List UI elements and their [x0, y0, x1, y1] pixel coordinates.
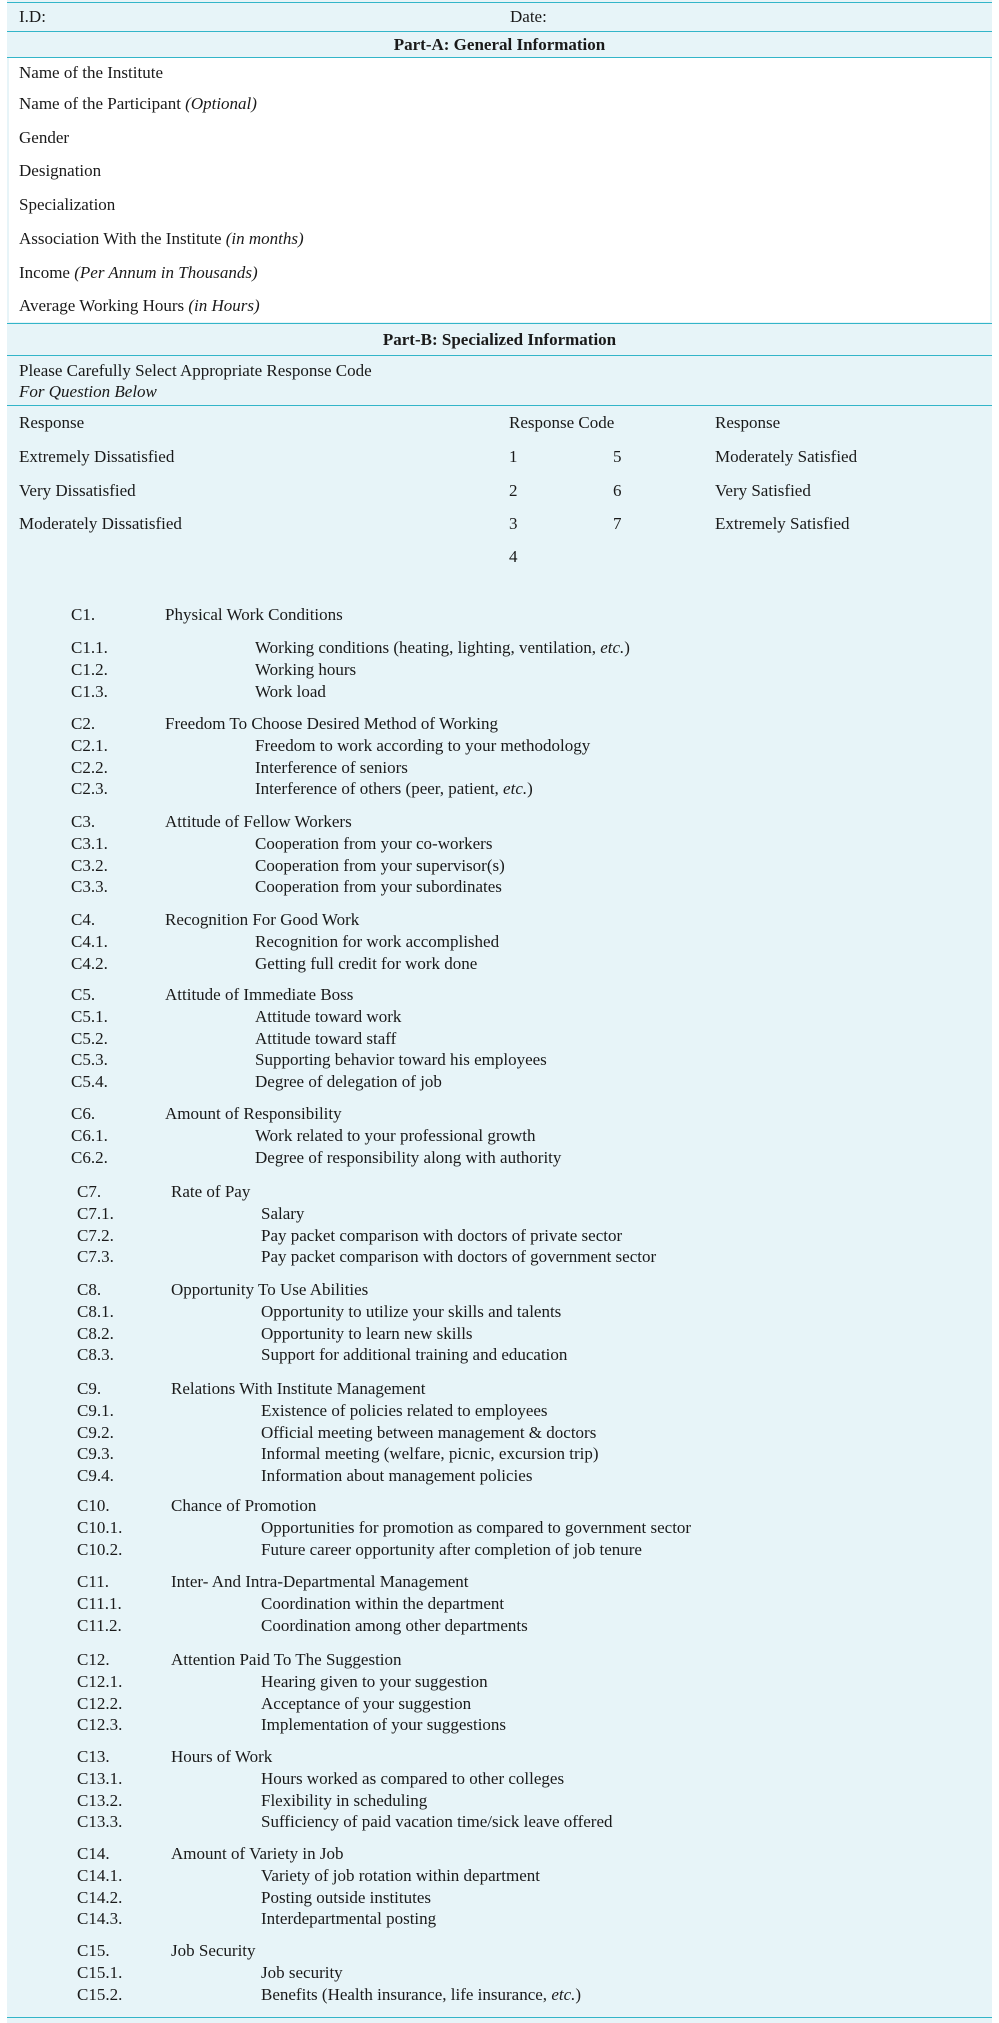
item-code: C1.3.	[71, 681, 108, 701]
field-label: Designation	[19, 161, 102, 180]
item-code: C10.1.	[77, 1517, 123, 1537]
item-code: C2.2.	[71, 757, 108, 777]
item-code: C12.1.	[77, 1671, 123, 1691]
category-code: C1.	[71, 605, 96, 624]
category-code: C13.	[77, 1747, 110, 1766]
item-text: Interference of seniors	[255, 757, 408, 777]
item-text: Getting full credit for work done	[255, 953, 478, 973]
category-title: Job Security	[171, 1941, 256, 1960]
date-label: Date:	[510, 7, 547, 26]
item-code: C14.2.	[77, 1887, 123, 1907]
response-code: 7	[613, 514, 622, 533]
category-code: C10.	[77, 1496, 110, 1515]
item-text: Cooperation from your co-workers	[255, 833, 493, 853]
item-code: C11.1.	[77, 1593, 122, 1613]
item-code: C8.3.	[77, 1345, 114, 1365]
bottom-rule	[7, 2017, 992, 2018]
item-code: C10.2.	[77, 1539, 123, 1559]
item-code: C4.2.	[71, 953, 108, 973]
field-label: Income	[19, 263, 70, 282]
category-title: Relations With Institute Management	[171, 1379, 426, 1398]
item-code: C3.2.	[71, 855, 108, 875]
part-a-field	[19, 62, 163, 83]
item-code: C3.1.	[71, 833, 108, 853]
category-title: Opportunity To Use Abilities	[171, 1280, 369, 1299]
category-code: C5.	[71, 985, 96, 1004]
part-a-field	[19, 127, 69, 148]
field-note: (in months)	[225, 229, 304, 248]
item-code: C12.2.	[77, 1693, 123, 1713]
item-text: Freedom to work according to your methodology	[255, 735, 591, 755]
item-text: Working hours	[255, 659, 357, 679]
field-note: (in Hours)	[188, 296, 260, 315]
category-title: Attitude of Immediate Boss	[165, 985, 354, 1004]
field-note: (Optional)	[185, 94, 257, 113]
category-code: C8.	[77, 1280, 102, 1299]
category-title: Hours of Work	[171, 1747, 273, 1766]
category-code: C9.	[77, 1379, 102, 1398]
response-code: 6	[613, 481, 622, 500]
item-code: C6.1.	[71, 1125, 108, 1145]
item-text: Official meeting between management & doctors	[261, 1422, 597, 1442]
field-label: Association With the Institute	[19, 229, 222, 248]
item-code: C12.3.	[77, 1715, 123, 1735]
item-code: C13.2.	[77, 1790, 123, 1810]
category-title: Amount of Responsibility	[165, 1104, 342, 1123]
id-label: I.D:	[19, 7, 46, 26]
category-title: Chance of Promotion	[171, 1496, 317, 1515]
item-code: C7.2.	[77, 1225, 114, 1245]
item-code: C1.1.	[71, 638, 108, 657]
category-code: C7.	[77, 1182, 102, 1201]
item-text: Existence of policies related to employees	[261, 1400, 548, 1420]
item-code: C2.3.	[71, 779, 108, 799]
item-code: C13.3.	[77, 1812, 123, 1832]
part-a-field	[19, 160, 101, 181]
category-code: C4.	[71, 910, 96, 929]
item-text: Future career opportunity after completion of job tenure	[261, 1539, 642, 1559]
rule	[7, 31, 992, 32]
field-label: Gender	[19, 128, 70, 147]
item-text: Opportunities for promotion as compared to government sector	[261, 1517, 692, 1537]
item-code: C9.2.	[77, 1422, 114, 1442]
part-a-field	[19, 228, 304, 249]
item-text: Degree of delegation of job	[255, 1072, 442, 1092]
item-text: Cooperation from your supervisor(s)	[255, 855, 505, 875]
item-code: C5.2.	[71, 1028, 108, 1048]
item-code: C9.1.	[77, 1400, 114, 1420]
item-text: Flexibility in scheduling	[261, 1790, 428, 1810]
item-text: Benefits (Health insurance, life insurance, etc.)	[261, 1984, 582, 2004]
item-text: Pay packet comparison with doctors of private sector	[261, 1225, 623, 1245]
item-text: Support for additional training and education	[261, 1345, 568, 1365]
item-text: Informal meeting (welfare, picnic, excursion trip)	[261, 1444, 599, 1464]
category-code: C11.	[77, 1572, 109, 1591]
item-code: C9.4.	[77, 1466, 114, 1486]
item-text: Coordination among other departments	[261, 1615, 528, 1635]
item-text: Interference of others (peer, patient, etc.)	[255, 779, 533, 799]
item-code: C11.2.	[77, 1615, 122, 1635]
part-a-field	[19, 194, 115, 215]
category-title: Physical Work Conditions	[165, 605, 343, 624]
part-a-field	[19, 93, 257, 114]
response-code: 3	[509, 514, 518, 533]
category-title: Amount of Variety in Job	[171, 1844, 344, 1863]
item-code: C4.1.	[71, 931, 108, 951]
item-code: C5.3.	[71, 1050, 108, 1070]
item-code: C5.4.	[71, 1072, 108, 1092]
item-code: C7.3.	[77, 1247, 114, 1267]
rule	[7, 405, 992, 406]
item-text: Variety of job rotation within department	[261, 1865, 541, 1885]
item-code: C15.2.	[77, 1984, 123, 2004]
item-text: Acceptance of your suggestion	[261, 1693, 472, 1713]
part-a-title: Part-A: General Information	[393, 35, 606, 54]
item-text-italic: etc.	[551, 1984, 576, 2004]
response-right-label: Extremely Satisfied	[715, 514, 850, 533]
instruction-line-2: For Question Below	[19, 382, 157, 401]
category-title: Rate of Pay	[171, 1182, 251, 1201]
item-text: Salary	[261, 1203, 305, 1223]
item-text: Work load	[255, 681, 326, 701]
field-note: (Per Annum in Thousands)	[74, 263, 258, 282]
category-code: C6.	[71, 1104, 96, 1123]
rule	[7, 355, 992, 356]
response-code: 2	[509, 481, 518, 500]
category-code: C2.	[71, 714, 96, 733]
item-text: Attitude toward staff	[255, 1028, 397, 1048]
field-label: Name of the Institute	[19, 63, 163, 82]
item-text: Posting outside institutes	[261, 1887, 432, 1907]
category-code: C14.	[77, 1844, 110, 1863]
category-title: Inter- And Intra-Departmental Management	[171, 1572, 469, 1591]
item-text: Hearing given to your suggestion	[261, 1671, 488, 1691]
response-code: 1	[509, 447, 518, 466]
response-left-label: Very Dissatisfied	[19, 481, 136, 500]
item-code: C7.1.	[77, 1203, 114, 1223]
response-left-label: Extremely Dissatisfied	[19, 447, 175, 466]
response-right-label: Very Satisfied	[715, 481, 811, 500]
item-text: Interdepartmental posting	[261, 1909, 437, 1929]
category-title: Recognition For Good Work	[165, 910, 360, 929]
item-code: C8.2.	[77, 1323, 114, 1343]
category-code: C15.	[77, 1941, 110, 1960]
category-code: C3.	[71, 812, 96, 831]
item-text: Pay packet comparison with doctors of government sector	[261, 1247, 657, 1267]
item-code: C3.3.	[71, 877, 108, 897]
item-text: Work related to your professional growth	[255, 1125, 536, 1145]
item-text: Working conditions (heating, lighting, ventilation, etc.)	[255, 638, 630, 657]
category-code: C12.	[77, 1650, 110, 1669]
item-text-italic: etc.	[600, 638, 625, 657]
item-text: Cooperation from your subordinates	[255, 877, 502, 897]
item-text: Opportunity to learn new skills	[261, 1323, 473, 1343]
top-rule	[7, 2, 992, 3]
item-code: C13.1.	[77, 1768, 123, 1788]
field-label: Average Working Hours	[19, 296, 185, 315]
part-a-field	[19, 262, 258, 283]
item-text: Job security	[261, 1962, 343, 1982]
field-label: Name of the Participant	[19, 94, 181, 113]
response-header-right: Response	[715, 413, 781, 432]
item-text: Degree of responsibility along with authority	[255, 1147, 562, 1167]
rule	[7, 323, 992, 324]
field-label: Specialization	[19, 195, 116, 214]
part-b-title: Part-B: Specialized Information	[382, 330, 617, 349]
item-code: C14.1.	[77, 1865, 123, 1885]
item-text: Supporting behavior toward his employees	[255, 1050, 547, 1070]
item-text: Attitude toward work	[255, 1006, 402, 1026]
response-header-left: Response	[19, 413, 85, 432]
item-code: C9.3.	[77, 1444, 114, 1464]
item-text: Coordination within the department	[261, 1593, 505, 1613]
item-text: Opportunity to utilize your skills and talents	[261, 1301, 562, 1321]
response-right-label: Moderately Satisfied	[715, 447, 858, 466]
category-title: Attitude of Fellow Workers	[165, 812, 352, 831]
response-code: 4	[509, 547, 518, 566]
item-text: Hours worked as compared to other colleges	[261, 1768, 565, 1788]
item-code: C2.1.	[71, 735, 108, 755]
item-code: C5.1.	[71, 1006, 108, 1026]
item-code: C15.1.	[77, 1962, 123, 1982]
item-text: Recognition for work accomplished	[255, 931, 500, 951]
response-left-label: Moderately Dissatisfied	[19, 514, 182, 533]
category-title: Freedom To Choose Desired Method of Working	[165, 714, 498, 733]
instruction-line-1: Please Carefully Select Appropriate Response Code	[19, 361, 372, 380]
item-text: Implementation of your suggestions	[261, 1715, 507, 1735]
item-code: C1.2.	[71, 659, 108, 679]
questionnaire-page	[7, 0, 992, 2023]
item-text-italic: etc.	[503, 779, 528, 799]
item-code: C14.3.	[77, 1909, 123, 1929]
item-text: Sufficiency of paid vacation time/sick leave offered	[261, 1812, 613, 1832]
item-code: C8.1.	[77, 1301, 114, 1321]
category-title: Attention Paid To The Suggestion	[171, 1650, 402, 1669]
item-text: Information about management policies	[261, 1466, 533, 1486]
item-code: C6.2.	[71, 1147, 108, 1167]
response-code: 5	[613, 447, 622, 466]
part-a-field	[19, 295, 260, 316]
response-code-header: Response Code	[509, 413, 615, 432]
